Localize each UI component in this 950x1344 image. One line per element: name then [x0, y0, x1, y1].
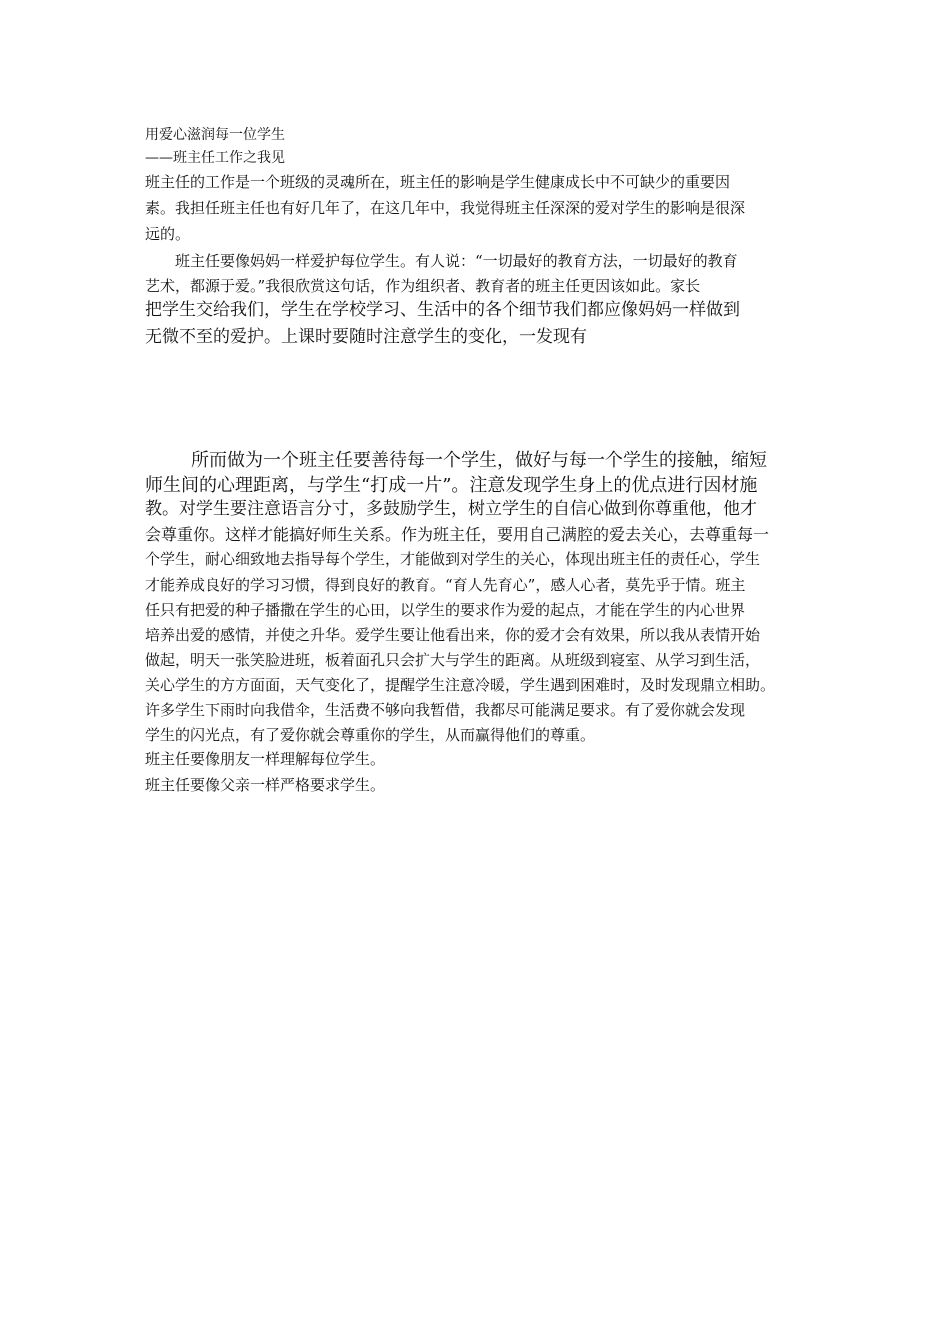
paragraph-line: 把学生交给我们，学生在学校学习、生活中的各个细节我们都应像妈妈一样做到 [145, 300, 740, 320]
closing-line: 班主任要像朋友一样理解每位学生。 [145, 750, 386, 768]
paragraph-line: 个学生，耐心细致地去指导每个学生，才能做到对学生的关心，体现出班主任的责任心，学生 [145, 550, 761, 568]
doc-subtitle: ——班主任工作之我见 [145, 150, 285, 166]
paragraph-line: 会尊重你。这样才能搞好师生关系。作为班主任，要用自己满腔的爱去关心，去尊重每一 [145, 525, 770, 544]
closing-line: 班主任要像父亲一样严格要求学生。 [145, 776, 386, 794]
paragraph-line: 所而做为一个班主任要善待每一个学生，做好与每一个学生的接触，缩短 [191, 450, 767, 471]
paragraph-line: 班主任要像妈妈一样爱护每位学生。有人说：“一切最好的教育方法，一切最好的教育 [175, 252, 738, 270]
doc-title: 用爱心滋润每一位学生 [145, 127, 285, 143]
paragraph-line: 才能养成良好的学习习惯，得到良好的教育。“育人先育心”，感人心者，莫先乎于情。班主 [145, 576, 746, 594]
paragraph-line: 学生的闪光点，有了爱你就会尊重你的学生，从而赢得他们的尊重。 [145, 726, 596, 744]
paragraph-line: 无微不至的爱护。上课时要随时注意学生的变化，一发现有 [145, 327, 587, 347]
paragraph-line: 做起，明天一张笑脸进班，板着面孔只会扩大与学生的距离。从班级到寝室、从学习到生活， [145, 651, 761, 669]
paragraph-line: 任只有把爱的种子播撒在学生的心田，以学生的要求作为爱的起点，才能在学生的内心世界 [145, 601, 746, 619]
paragraph-line: 艺术，都源于爱。”我很欣赏这句话，作为组织者、教育者的班主任更因该如此。家长 [145, 277, 701, 295]
paragraph-line: 远的。 [145, 225, 191, 243]
paragraph-line: 关心学生的方方面面，天气变化了，提醒学生注意冷暖，学生遇到困难时，及时发现鼎立相助。 [145, 676, 776, 694]
paragraph-line: 许多学生下雨时向我借伞，生活费不够向我暂借，我都尽可能满足要求。有了爱你就会发现 [145, 701, 746, 719]
paragraph-line: 素。我担任班主任也有好几年了，在这几年中，我觉得班主任深深的爱对学生的影响是很深 [145, 199, 746, 217]
paragraph-line: 班主任的工作是一个班级的灵魂所在，班主任的影响是学生健康成长中不可缺少的重要因 [145, 173, 731, 191]
paragraph-line: 师生间的心理距离，与学生“打成一片”。注意发现学生身上的优点进行因材施 [145, 475, 758, 496]
paragraph-line: 培养出爱的感情，并使之升华。爱学生要让他看出来，你的爱才会有效果，所以我从表情开始 [145, 626, 761, 644]
paragraph-line: 教。对学生要注意语言分寸，多鼓励学生，树立学生的自信心做到你尊重他，他才 [145, 499, 757, 519]
